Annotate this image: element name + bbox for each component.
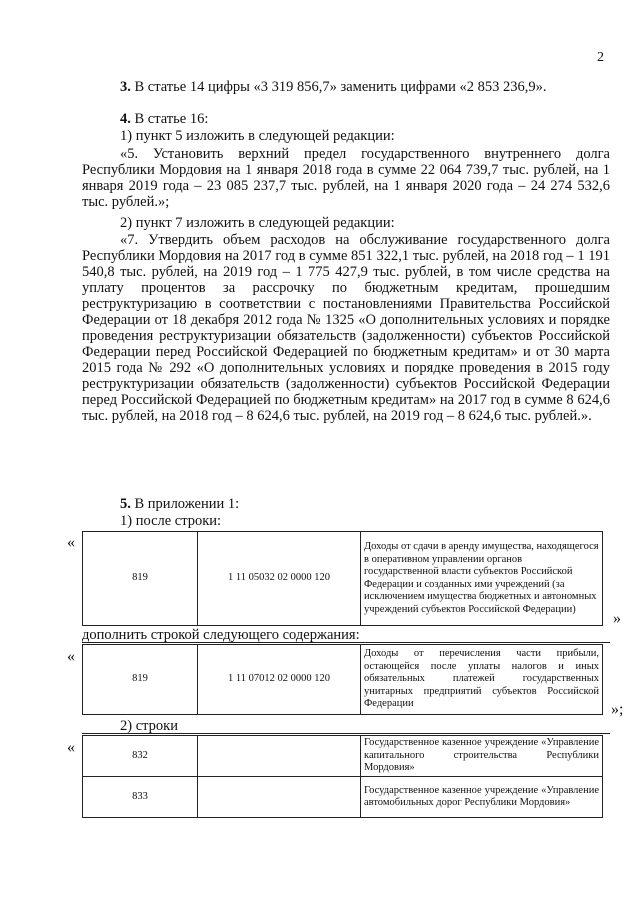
open-quote-1: « — [67, 534, 75, 551]
open-quote-3: « — [67, 739, 75, 756]
page-number: 2 — [597, 50, 604, 65]
table-row-a — [82, 531, 603, 626]
table-rows-c — [82, 735, 603, 818]
table-row — [83, 777, 603, 818]
item-4-subpoint-2-intro: 2) пункт 7 изложить в следующей редакции: — [120, 215, 395, 231]
admin-code-cell: 819 — [83, 645, 198, 715]
income-name-cell: Доходы от перечисления части прибыли, остающейся после уплаты налогов и иных обязательных платежей государственных унитарных предприятий субъектов Российской Федерации — [361, 645, 603, 715]
budget-code-cell: 1 11 07012 02 0000 120 — [198, 645, 361, 715]
table-row — [83, 736, 603, 777]
admin-code-cell: 819 — [83, 532, 198, 626]
item-5-number: 5. — [120, 496, 131, 512]
admin-code-cell: 832 — [83, 736, 198, 777]
item-3-number: 3. — [120, 79, 131, 95]
item-4-subpoint-1-text: «5. Установить верхний предел государственного внутреннего долга Республики Мордовия на 1 января 2018 года в сумме 22 064 739,7 тыс. рублей, на 1 января 2019 года – 23 085 237,7 тыс. рублей, на 1 января 2020 года – 24 274 532,6 тыс. рублей.»; — [82, 146, 610, 210]
item-4-subpoint-1-intro: 1) пункт 5 изложить в следующей редакции: — [120, 128, 395, 144]
item-5-heading — [82, 496, 610, 512]
item-3-text: В статье 14 цифры «3 319 856,7» заменить цифрами «2 853 236,9». — [130, 79, 547, 95]
admin-code-cell: 833 — [83, 777, 198, 818]
table-row — [83, 645, 603, 715]
item-3 — [82, 79, 610, 95]
item-5-heading-text: В приложении 1: — [130, 496, 240, 512]
table-row-b — [82, 644, 603, 715]
budget-code-cell: 1 11 05032 02 0000 120 — [198, 532, 361, 626]
separator-line — [82, 733, 610, 734]
item-5-subpoint-2: 2) строки — [120, 718, 178, 734]
open-quote-2: « — [67, 648, 75, 665]
separator-line — [82, 642, 610, 643]
table-row — [83, 532, 603, 626]
item-4-number: 4. — [120, 111, 131, 127]
item-4-heading — [82, 111, 610, 127]
income-name-cell: Доходы от сдачи в аренду имущества, находящегося в оперативном управлении органов государственной власти субъектов Российской Федерации и созданных ими учреждений (за исключением имущества бюджетных и автономных учреждений субъектов Российской Федерации) — [361, 532, 603, 626]
item-4-subpoint-2-text: «7. Утвердить объем расходов на обслуживание государственного долга Республики Мордовия на 2017 год в сумме 851 322,1 тыс. рублей, на 2018 год – 1 191 540,8 тыс. рублей, на 2019 год – 1 775 427,9 тыс. рублей, в том числе средства на уплату процентов за рассрочку по бюджетным кредитам, прошедшим реструктуризацию в соответствии с постановлениями Правительства Российской Федерации от 18 декабря 2012 года № 1325 «О дополнительных условиях и порядке проведения реструктуризации обязательств (задолженности) субъектов Российской Федерации перед Российской Федерацией по бюджетным кредитам» и от 30 марта 2015 года № 292 «О дополнительных условиях и порядке проведения в 2015 году реструктуризации обязательств (задолженности) субъектов Российской Федерации перед Российской Федерацией по бюджетным кредитам» на 2017 год в сумме 8 624,6 тыс. рублей, на 2018 год – 8 624,6 тыс. рублей, на 2019 год – 8 624,6 тыс. рублей.». — [82, 232, 610, 424]
budget-code-cell — [198, 777, 361, 818]
item-4-heading-text: В статье 16: — [130, 111, 209, 127]
income-name-cell: Государственное казенное учреждение «Управление капитального строительства Республики Мордовия» — [361, 736, 603, 777]
add-line-text: дополнить строкой следующего содержания: — [82, 627, 360, 643]
close-quote-1: » — [613, 610, 621, 627]
income-name-cell: Государственное казенное учреждение «Управление автомобильных дорог Республики Мордовия» — [361, 777, 603, 818]
item-5-subpoint-1: 1) после строки: — [120, 513, 222, 529]
close-quote-2: »; — [611, 701, 624, 718]
budget-code-cell — [198, 736, 361, 777]
